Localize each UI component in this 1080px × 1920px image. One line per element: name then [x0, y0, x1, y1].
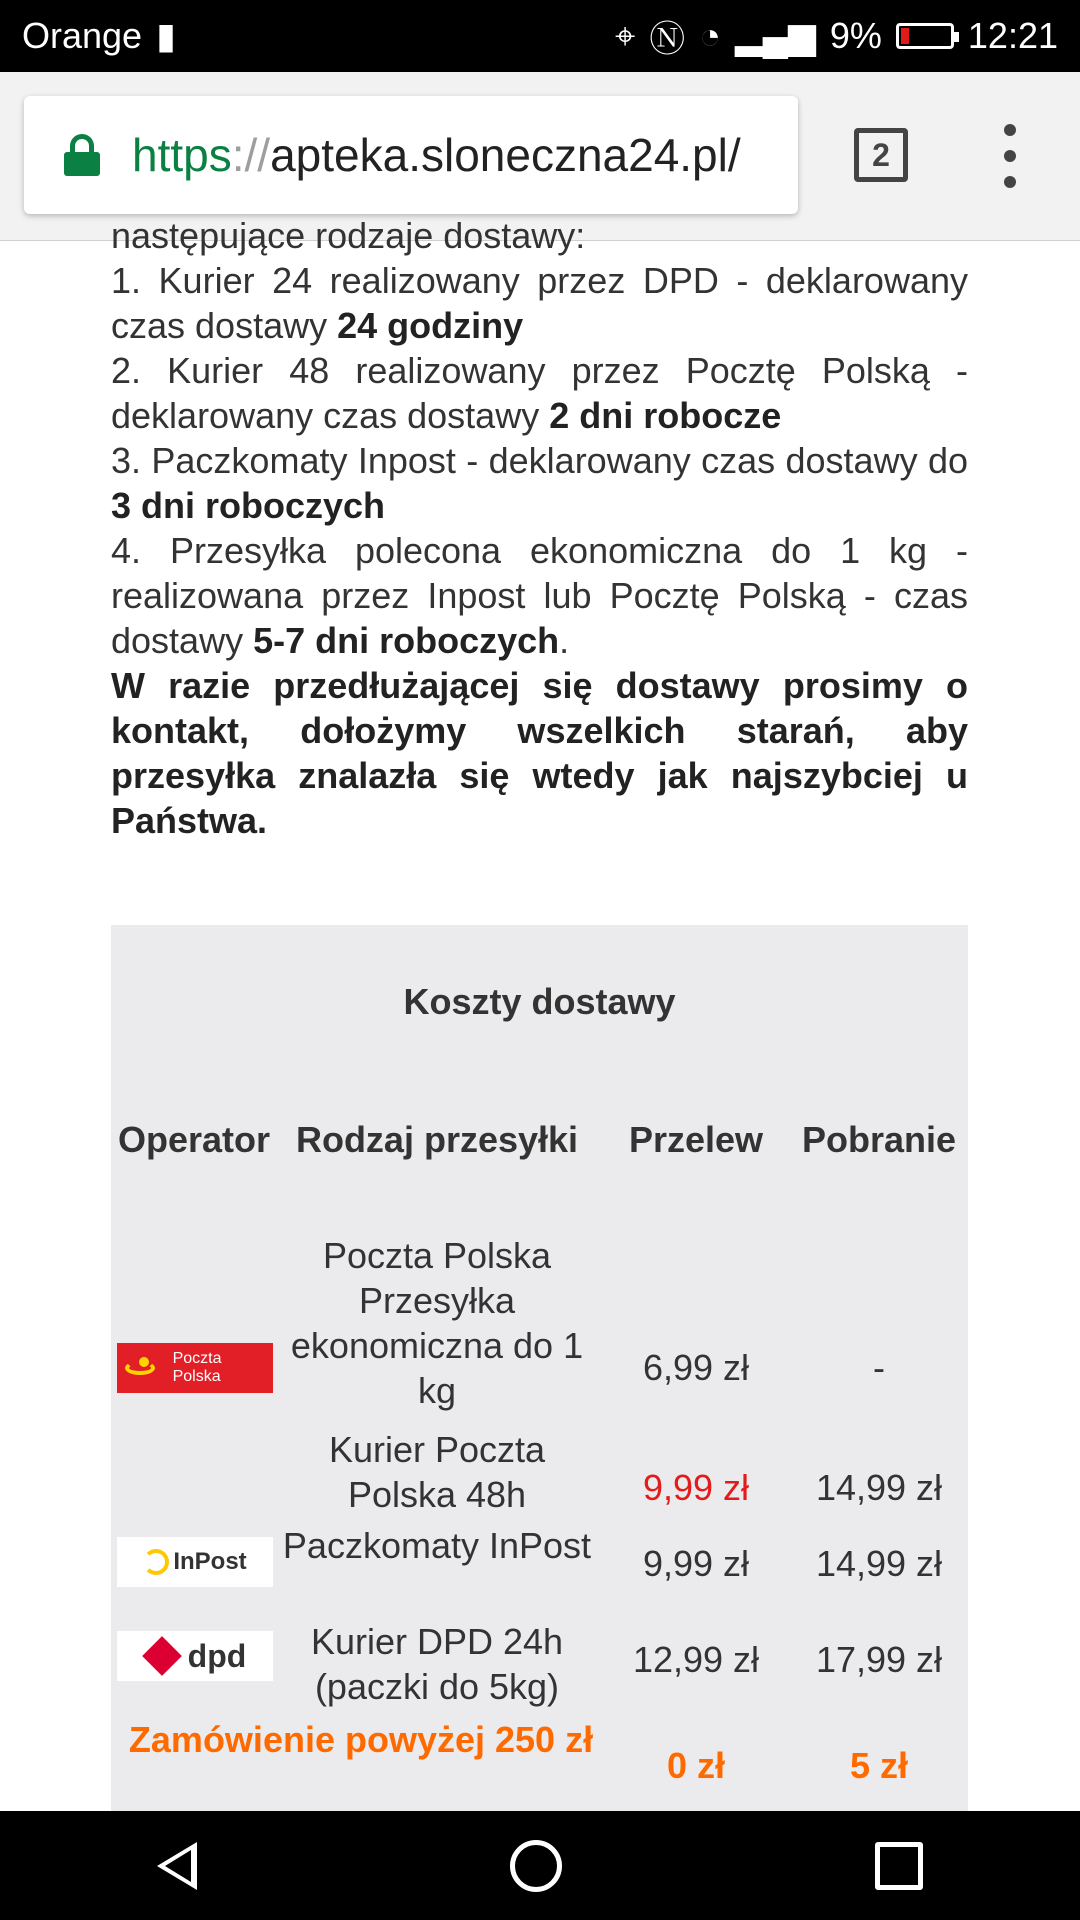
row3-transfer: 9,99 zł [642, 1543, 750, 1584]
header-cod: Pobranie [801, 1119, 957, 1160]
battery-percent: 9% [829, 15, 882, 56]
row1-type: Poczta Polska Przesyłka ekonomiczna do 1 kg [290, 1235, 584, 1411]
costs-title: Koszty dostawy [403, 981, 676, 1022]
home-icon[interactable] [510, 1840, 562, 1892]
url-text[interactable] [132, 128, 741, 182]
carrier-name: Orange [22, 15, 143, 56]
url-separator: :// [231, 129, 271, 181]
row4-type: Kurier DPD 24h (paczki do 5kg) [310, 1621, 564, 1707]
inpost-logo: InPost [117, 1537, 273, 1587]
row2-type: Kurier Poczta Polska 48h [328, 1429, 546, 1515]
tab-count: 2 [872, 136, 890, 173]
post-horn-icon [125, 1357, 165, 1379]
delivery-item-4: 4. Przesyłka polecona ekonomiczna do 1 kg - realizowana przez Inpost lub Pocztę Polską - czas dostawy 5-7 dni roboczych. [111, 530, 968, 661]
poczta-polska-logo: Poczta Polska [117, 1343, 273, 1393]
navigation-bar [0, 1811, 1080, 1920]
row3-type: Paczkomaty InPost [282, 1525, 592, 1566]
row4-transfer: 12,99 zł [632, 1639, 760, 1680]
inpost-sun-icon [143, 1549, 169, 1575]
back-icon[interactable] [157, 1842, 197, 1890]
page-content[interactable] [0, 215, 1080, 1811]
header-transfer: Przelew [628, 1119, 764, 1160]
dpd-logo: dpd [117, 1631, 273, 1681]
signal-icon: ▂▄▆ [734, 15, 816, 56]
wifi-icon: ◔ [699, 15, 721, 56]
tab-switcher-button[interactable] [854, 128, 908, 182]
url-host: apteka.sloneczna24.pl/ [270, 129, 741, 181]
header-type: Rodzaj przesyłki [295, 1119, 579, 1160]
battery-icon [896, 23, 954, 49]
delivery-info [111, 213, 968, 843]
status-bar [0, 0, 1080, 72]
delivery-notice: W razie przedłużającej się dostawy prosimy o kontakt, dołożymy wszelkich starań, aby przesyłka znalazła się wtedy jak najszybciej u Państwa. [111, 665, 968, 841]
row1-cod: - [873, 1347, 885, 1388]
url-scheme: https [132, 129, 232, 181]
delivery-intro: następujące rodzaje dostawy: [111, 215, 586, 256]
dpd-cube-icon [142, 1636, 182, 1676]
address-bar[interactable] [24, 96, 798, 214]
header-operator: Operator [117, 1119, 271, 1160]
promo-transfer: 0 zł [666, 1745, 726, 1786]
recent-apps-icon[interactable] [875, 1842, 923, 1890]
clock: 12:21 [967, 15, 1058, 56]
nfc-icon: Ⓝ [649, 17, 686, 59]
row3-cod: 14,99 zł [815, 1543, 943, 1584]
lock-icon[interactable] [64, 134, 100, 176]
promo-cod: 5 zł [849, 1745, 909, 1786]
delivery-item-3: 3. Paczkomaty Inpost - deklarowany czas dostawy do 3 dni roboczych [111, 440, 968, 526]
row2-transfer: 9,99 zł [642, 1467, 750, 1508]
delivery-item-2: 2. Kurier 48 realizowany przez Pocztę Polską - deklarowany czas dostawy 2 dni robocze [111, 350, 968, 436]
row1-transfer: 6,99 zł [642, 1347, 750, 1388]
delivery-item-1: 1. Kurier 24 realizowany przez DPD - deklarowany czas dostawy 24 godziny [111, 260, 968, 346]
location-icon: ⌖ [614, 14, 636, 56]
row4-cod: 17,99 zł [815, 1639, 943, 1680]
promo-label: Zamówienie powyżej 250 zł [128, 1719, 594, 1760]
overflow-menu-icon[interactable] [995, 124, 1025, 188]
row2-cod: 14,99 zł [815, 1467, 943, 1508]
battery-alert-icon: ▮ [156, 15, 176, 56]
delivery-costs-table [111, 925, 968, 1825]
